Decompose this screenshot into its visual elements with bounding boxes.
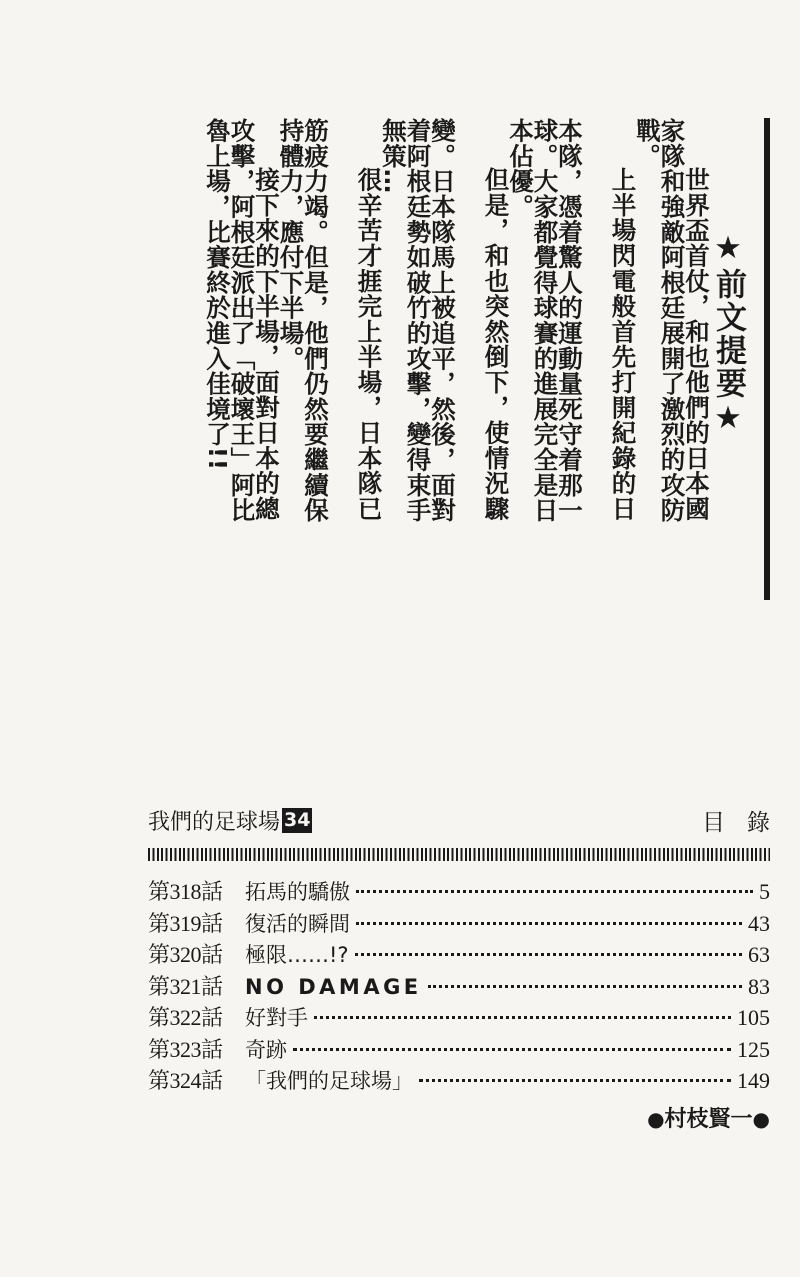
series-title-text: 我們的足球場 (148, 809, 281, 835)
summary-line: 接下來的下半場，面對日本的總 (252, 167, 281, 522)
chapter-title: 奇跡 (245, 1037, 287, 1062)
contents-label: 目錄 (702, 809, 792, 836)
chapter-number: 第322話 (148, 1005, 223, 1030)
chapter-page: 149 (737, 1068, 770, 1093)
toc-row[interactable] (148, 1064, 770, 1096)
summary-line: 上半場閃電般首先打開紀錄的日 (608, 167, 638, 522)
volume-badge: 34 (284, 808, 311, 831)
chapter-number: 第319話 (148, 910, 223, 936)
summary-line: 世界盃首仗，和也他們的日本國 (682, 167, 711, 522)
toc-row[interactable] (148, 1033, 770, 1065)
chapter-number: 第320話 (148, 942, 223, 967)
summary-line: 無策… (379, 118, 408, 194)
chapter-title: 復活的瞬間 (245, 911, 350, 936)
summary-line: 持體力，應付下半場。 (276, 118, 306, 371)
dot-leader (419, 1079, 731, 1082)
chapter-number: 第323話 (148, 1036, 223, 1062)
dot-leader (314, 1016, 731, 1019)
toc-row[interactable] (148, 938, 770, 970)
summary-line: 攻擊，阿根廷派出了「破壞王」阿比 (227, 118, 257, 523)
dot-leader (355, 953, 742, 956)
bullet-icon: ● (647, 1106, 665, 1131)
chapter-number: 第321話 (148, 973, 223, 999)
author-name: 村枝賢一 (664, 1106, 753, 1132)
toc-row[interactable] (148, 875, 770, 907)
author-credit (148, 1102, 770, 1133)
summary-vertical-rule (764, 118, 770, 600)
table-of-contents (148, 800, 792, 1133)
chapter-page: 43 (748, 910, 770, 936)
toc-row[interactable] (148, 1001, 770, 1033)
summary-line: 家隊和強敵阿根廷展開了激烈的攻防 (657, 118, 687, 523)
chapter-page: 105 (737, 1005, 770, 1030)
chapter-page: 125 (737, 1036, 770, 1062)
chapter-title: 「我們的足球場」 (245, 1069, 413, 1093)
chapter-title: 極限……!? (245, 943, 349, 967)
chapter-title: NO DAMAGE (245, 974, 422, 999)
summary-line: 很辛苦才捱完上半場，日本隊已 (354, 167, 384, 522)
dot-leader (356, 922, 742, 925)
summary-line: 戰。 (633, 118, 662, 169)
chapter-number: 第324話 (148, 1068, 223, 1093)
toc-row[interactable] (148, 970, 770, 1002)
chapter-page: 63 (748, 942, 770, 967)
summary-line: 本隊，憑着驚人的運動量死守着那一 (555, 118, 584, 523)
toc-row[interactable] (148, 907, 770, 939)
dot-leader (293, 1048, 731, 1051)
striped-divider (148, 848, 770, 861)
toc-header (148, 800, 792, 840)
summary-line: 變。日本隊馬上被追平，然後，面對 (428, 118, 457, 523)
series-title (148, 805, 312, 836)
chapter-number: 第318話 (148, 879, 223, 904)
summary-line: 魯上場，比賽終於進入佳境了!! (203, 118, 232, 471)
summary-line: 本佔優。 (506, 118, 535, 220)
summary-line: 筋疲力竭。但是，他們仍然要繼續保 (301, 118, 330, 523)
bullet-icon: ● (752, 1106, 770, 1131)
summary-line: 但是，和也突然倒下，使情況驟 (481, 167, 511, 522)
story-summary (205, 118, 771, 598)
chapter-page: 5 (759, 879, 770, 904)
chapter-title: 拓馬的驕傲 (245, 880, 350, 904)
dot-leader (428, 985, 742, 988)
summary-body (205, 118, 709, 608)
chapter-title: 好對手 (245, 1006, 308, 1030)
chapter-page: 83 (748, 973, 770, 999)
summary-line: 球。大家都覺得球賽的進展完全是日 (530, 118, 560, 523)
dot-leader (356, 890, 753, 893)
summary-line: 着阿根廷勢如破竹的攻擊，變得束手 (403, 118, 433, 523)
summary-heading: ★前文提要★ (710, 230, 746, 438)
